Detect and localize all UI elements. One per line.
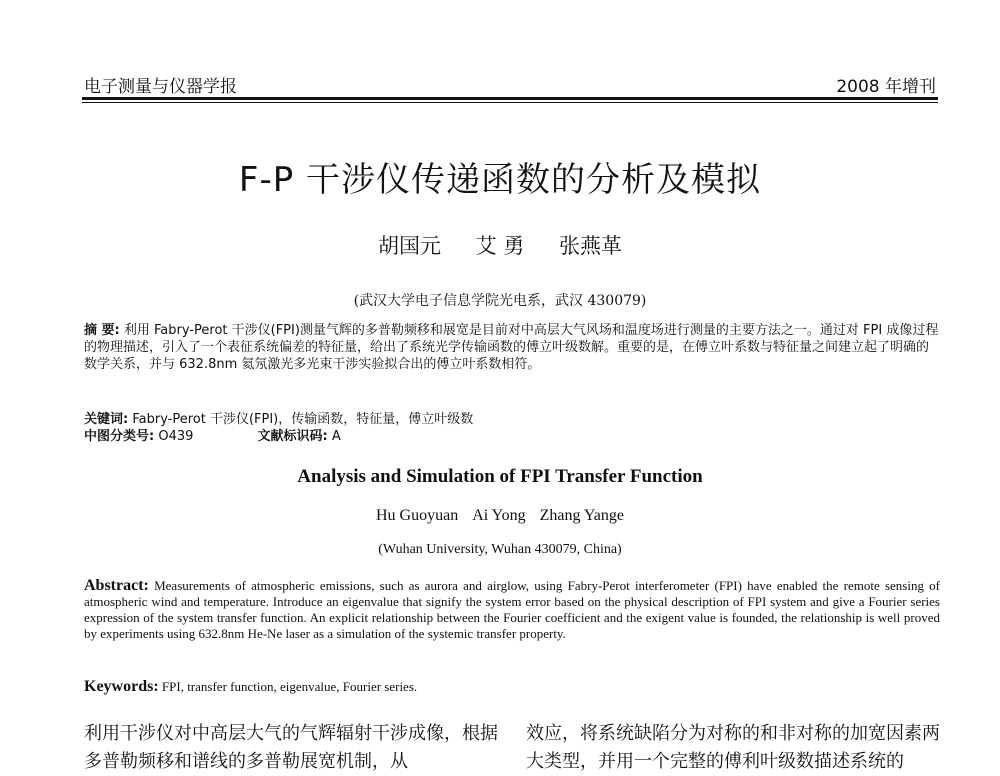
classification-value: O439 xyxy=(158,429,194,444)
keywords-cn-text: Fabry-Perot 干涉仪(FPI)，传输函数，特征量，傅立叶级数 xyxy=(132,412,474,427)
abstract-cn-label: 摘 要: xyxy=(84,323,120,338)
doc-code-label: 文献标识码: xyxy=(257,429,328,444)
paper-title-en: Analysis and Simulation of FPI Transfer Function xyxy=(297,466,703,487)
abstract-cn xyxy=(84,322,940,373)
paper-title: F-P 干涉仪传递函数的分析及模拟 xyxy=(238,160,762,200)
keywords-en-text: FPI, transfer function, eigenvalue, Fourier series. xyxy=(161,679,418,694)
author-cn: 胡国元 xyxy=(377,234,441,258)
abstract-en-label: Abstract: xyxy=(84,577,149,594)
body-column-left: 利用干涉仪对中高层大气的气辉辐射干涉成像，根据多普勒频移和谱线的多普勒展宽机制，从 xyxy=(84,723,498,772)
keywords-en-label: Keywords: xyxy=(84,678,159,695)
keywords-en xyxy=(84,678,417,696)
affiliation-cn: (武汉大学电子信息学院光电系，武汉 430079) xyxy=(353,293,647,309)
journal-name: 电子测量与仪器学报 xyxy=(84,77,237,97)
author-en: Hu Guoyuan xyxy=(375,507,459,524)
header-rule-thick xyxy=(82,97,938,100)
classification-label: 中图分类号: xyxy=(84,429,155,444)
authors-en xyxy=(0,507,1000,525)
abstract-cn-text: 利用 Fabry-Perot 干涉仪(FPI)测量气辉的多普勒频移和展宽是目前对中高层大气风场和温度场进行测量的主要方法之一。通过对 FPI 成像过程的物理描述，引入了一个表征系统偏差的特征量，给出了系统光学传输函数的傅立叶级数解。重要的是，在傅立叶系数与特征量之间建立起了明确的数学关系，并与 632.8nm 氦氖激光多光束干涉实验拟合出的傅立叶系数相符。 xyxy=(84,323,939,372)
author-cn: 张燕革 xyxy=(559,234,623,258)
author-en: Ai Yong xyxy=(472,507,526,524)
doc-code-value: A xyxy=(331,429,341,444)
abstract-en-text: Measurements of atmospheric emissions, such as aurora and airglow, using Fabry-Perot interferometer (FPI) have enabled the remote sensing of atmospheric wind and temperature. Introduce an eigenvalue that signify the system error based on the physical description of FPI system and give a Fourier series expression of the system transfer function. An explicit relationship between the Fourier coefficient and the exigent value is founded, the relationship is well proved by experiments using 632.8nm He-Ne laser as a simulation of the systemic transfer property. xyxy=(84,578,940,641)
keywords-cn-label: 关键词: xyxy=(84,412,129,427)
author-cn: 艾 勇 xyxy=(475,234,525,258)
classification-line xyxy=(84,425,341,444)
header-rule-thin xyxy=(82,102,938,103)
body-column-right: 效应，将系统缺陷分为对称的和非对称的加宽因素两大类型，并用一个完整的傅利叶级数描述系统的 xyxy=(526,723,940,772)
issue-label: 2008 年增刊 xyxy=(836,77,936,97)
authors-cn xyxy=(0,230,1000,260)
affiliation-en: (Wuhan University, Wuhan 430079, China) xyxy=(378,542,622,557)
author-en: Zhang Yange xyxy=(539,507,624,524)
abstract-en xyxy=(84,578,940,642)
